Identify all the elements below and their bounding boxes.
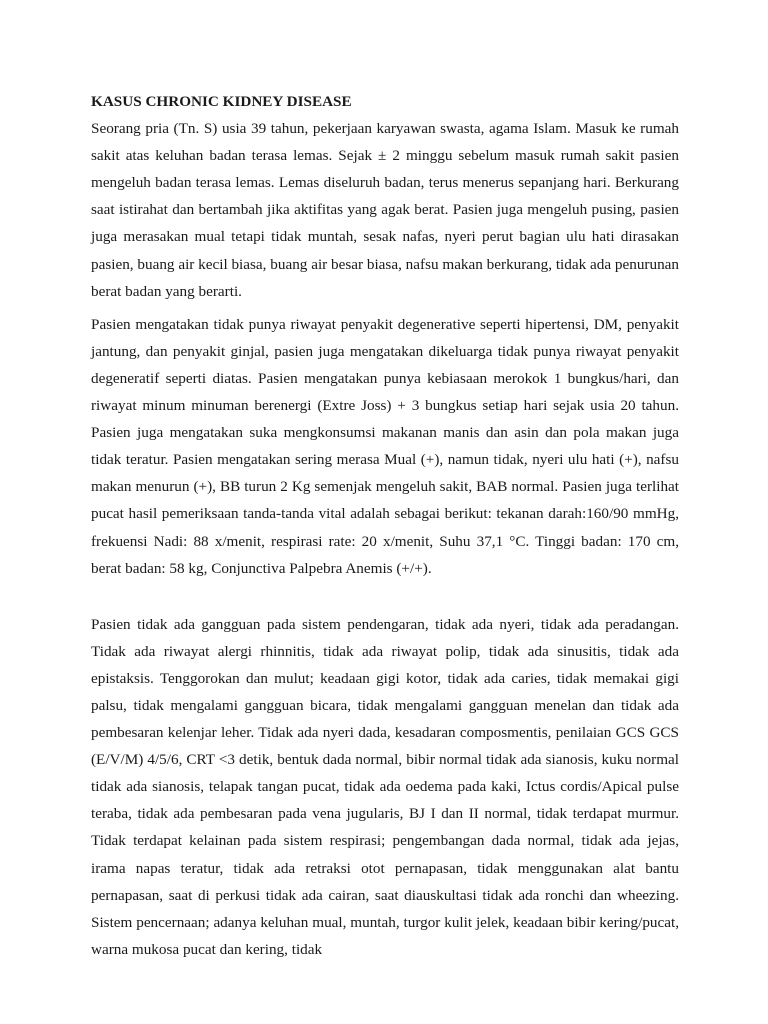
paragraph-patient-history: Seorang pria (Tn. S) usia 39 tahun, pekerjaan karyawan swasta, agama Islam. Masuk ke rumah sakit atas keluhan badan terasa lemas. Sejak ± 2 minggu sebelum masuk rumah sakit pasien mengeluh badan terasa lemas. Lemas diseluruh badan, terus menerus sepanjang hari. Berkurang saat istirahat dan bertambah jika aktifitas yang agak berat. Pasien juga mengeluh pusing, pasien juga merasakan mual tetapi tidak muntah, sesak nafas, nyeri perut bagian ulu hati dirasakan pasien, buang air kecil biasa, buang air besar biasa, nafsu makan berkurang, tidak ada penurunan berat badan yang berarti. (91, 120, 679, 300)
document-title: KASUS CHRONIC KIDNEY DISEASE (91, 93, 352, 110)
paragraph-medical-history: Pasien mengatakan tidak punya riwayat penyakit degenerative seperti hipertensi, DM, penyakit jantung, dan penyakit ginjal, pasien juga mengatakan dikeluarga tidak punya riwayat penyakit degeneratif seperti diatas. Pasien mengatakan punya kebiasaan merokok 1 bungkus/hari, dan riwayat minum minuman berenergi (Extre Joss) + 3 bungkus setiap hari sejak usia 20 tahun. Pasien juga mengatakan suka mengkonsumsi makanan manis dan asin dan pola makan juga tidak teratur. Pasien mengatakan sering merasa Mual (+), namun tidak, nyeri ulu hati (+), nafsu makan menurun (+), BB turun 2 Kg semenjak mengeluh sakit, BAB normal. Pasien juga terlihat pucat hasil pemeriksaan tanda-tanda vital adalah sebagai berikut: tekanan darah:160/90 mmHg, frekuensi Nadi: 88 x/menit, respirasi rate: 20 x/menit, Suhu 37,1 °C. Tinggi badan: 170 cm, berat badan: 58 kg, Conjunctiva Palpebra Anemis (+/+). (91, 315, 679, 577)
document-body (91, 88, 679, 963)
paragraph-physical-exam: Pasien tidak ada gangguan pada sistem pendengaran, tidak ada nyeri, tidak ada peradangan. Tidak ada riwayat alergi rhinnitis, tidak ada riwayat polip, tidak ada sinusitis, tidak ada epistaksis. Tenggorokan dan mulut; keadaan gigi kotor, tidak ada caries, tidak memakai gigi palsu, tidak mengalami gangguan bicara, tidak mengalami gangguan menelan dan tidak ada pembesaran kelenjar leher. Tidak ada nyeri dada, kesadaran composmentis, penilaian GCS GCS (E/V/M) 4/5/6, CRT <3 detik, bentuk dada normal, bibir normal tidak ada sianosis, kuku normal tidak ada sianosis, telapak tangan pucat, tidak ada oedema pada kaki, Ictus cordis/Apical pulse teraba, tidak ada pembesaran pada vena jugularis, BJ I dan II normal, tidak terdapat murmur. Tidak terdapat kelainan pada sistem respirasi; pengembangan dada normal, tidak ada jejas, irama napas teratur, tidak ada retraksi otot pernapasan, tidak menggunakan alat bantu pernapasan, saat di perkusi tidak ada cairan, saat diauskultasi tidak ada ronchi dan wheezing. Sistem pencernaan; adanya keluhan mual, muntah, turgor kulit jelek, keadaan bibir kering/pucat, warna mukosa pucat dan kering, tidak (91, 615, 679, 958)
paragraph-spacer (91, 582, 679, 611)
